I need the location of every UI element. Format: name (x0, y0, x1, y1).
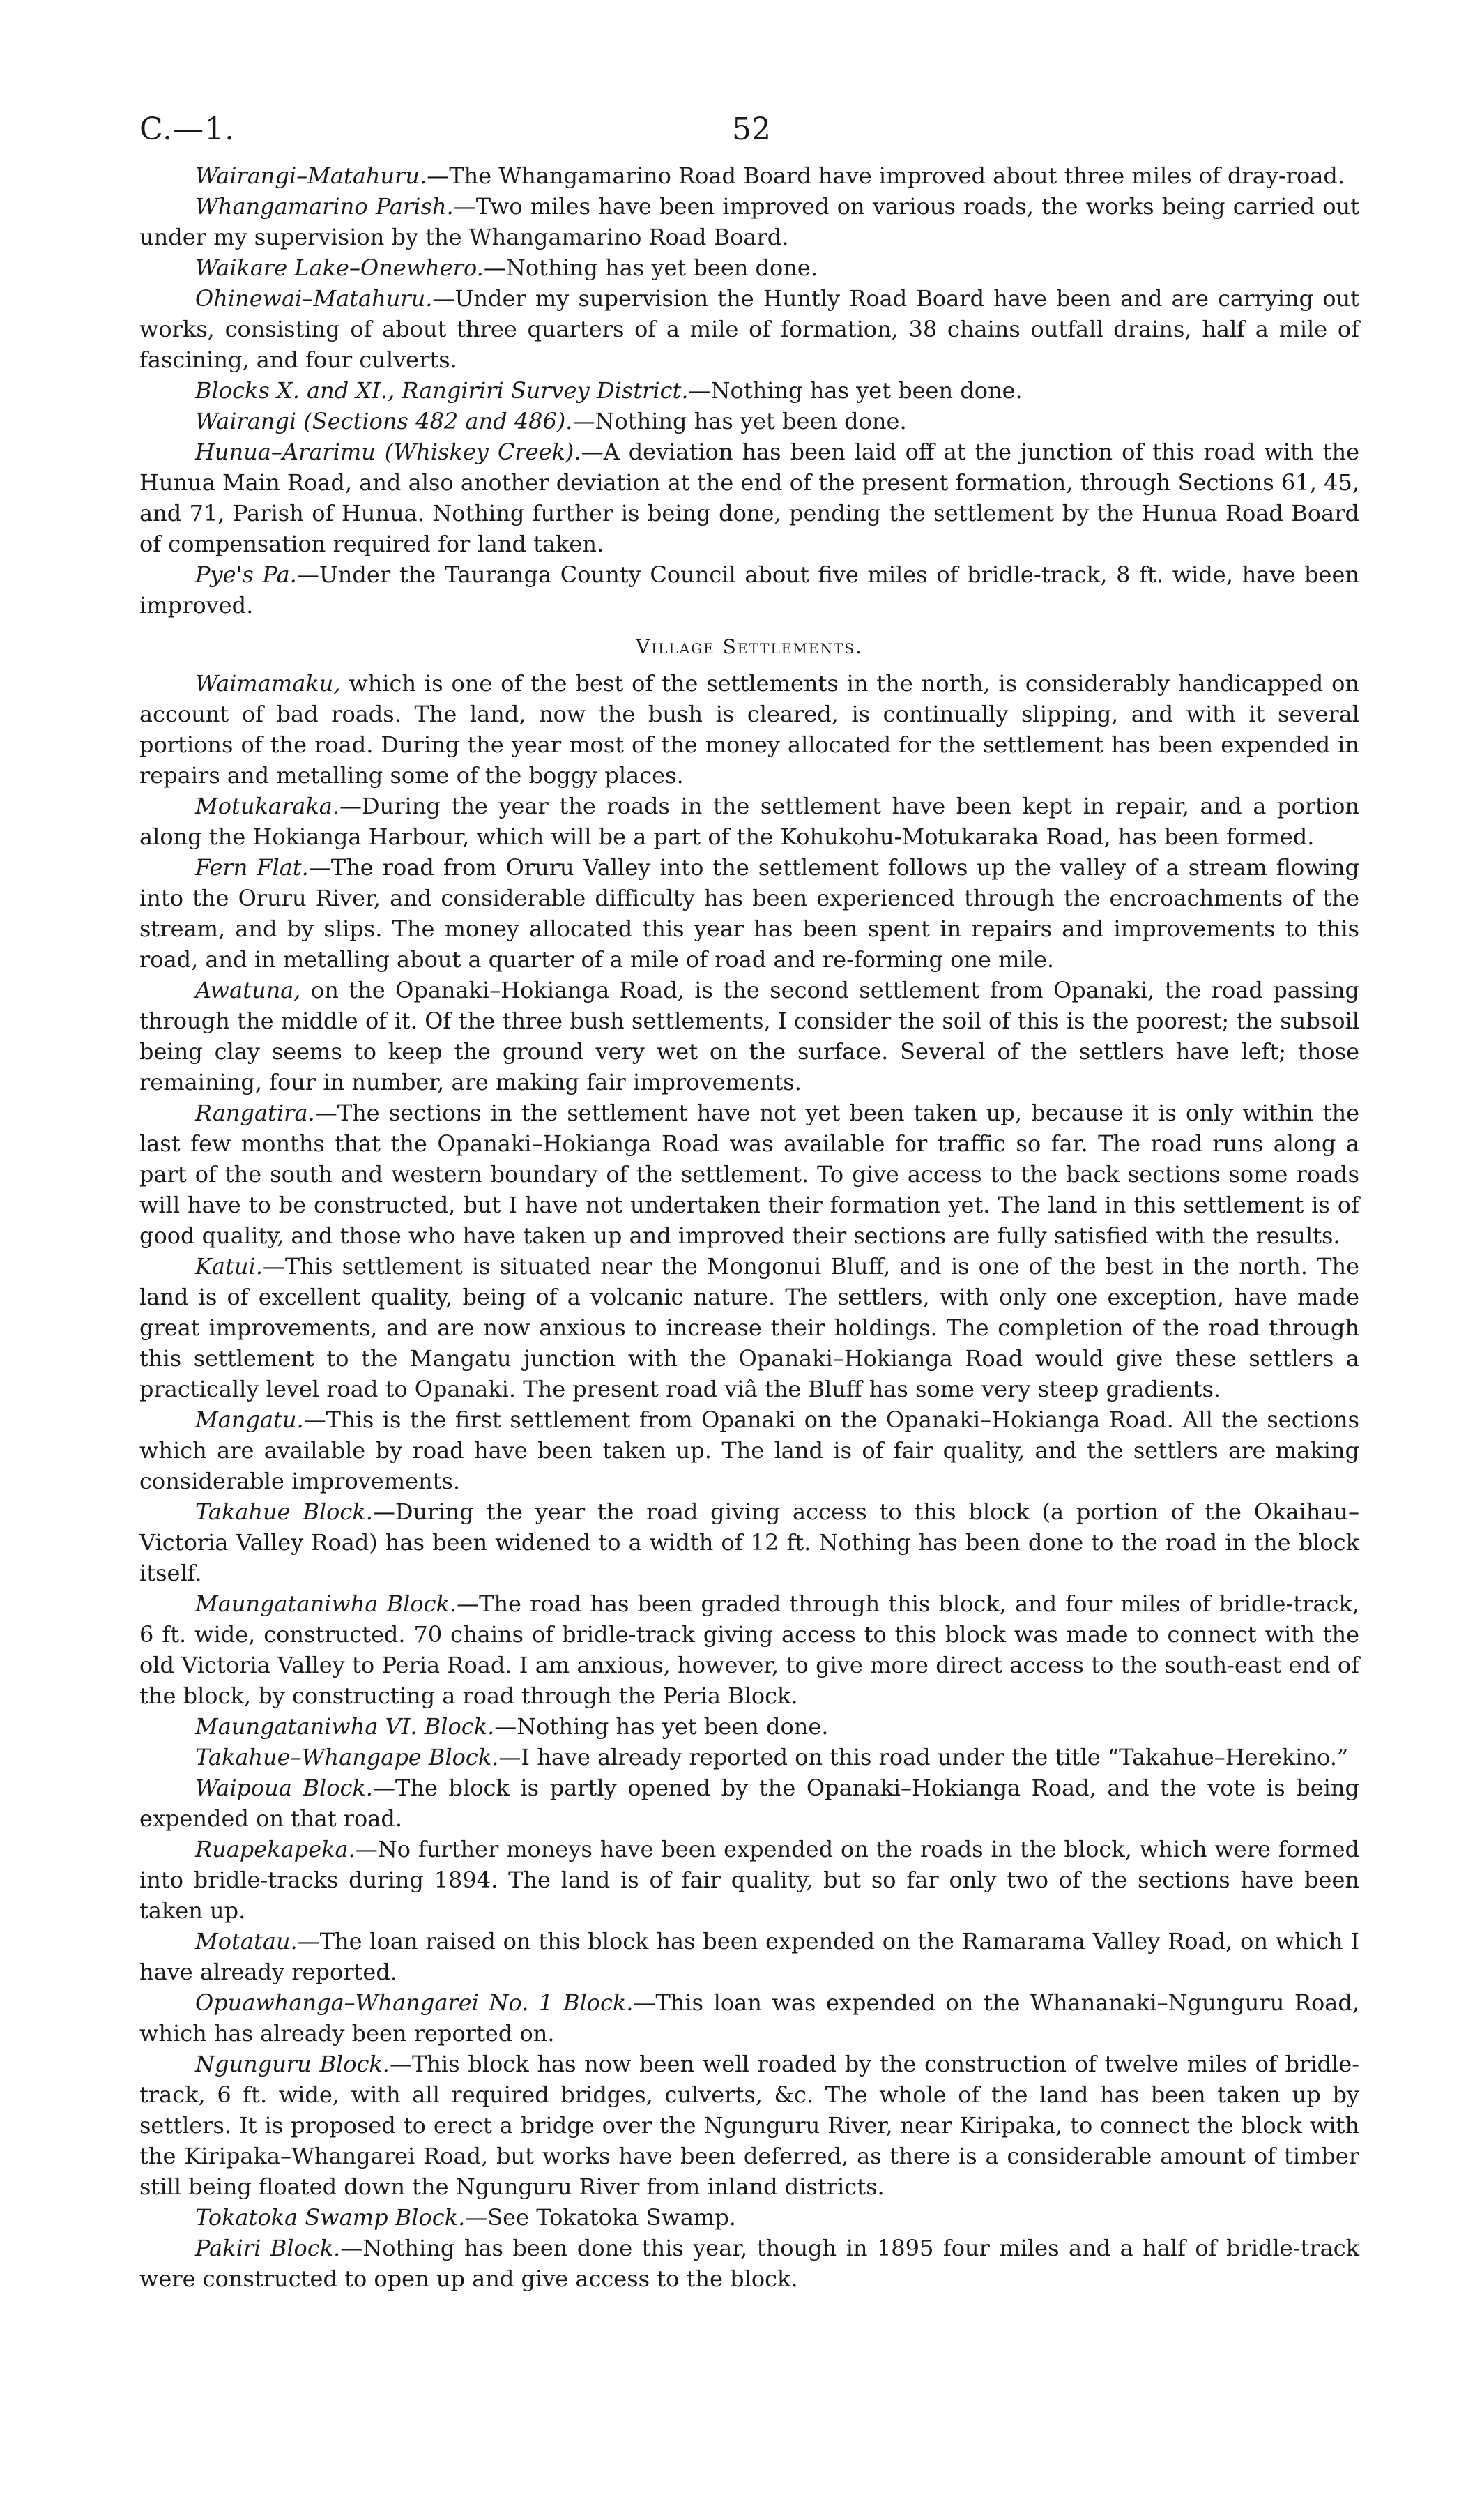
paragraph (139, 852, 1359, 975)
paragraph-title: Maungataniwha Block. (195, 1591, 457, 1617)
paragraph (139, 2049, 1359, 2202)
paragraph-text: —See Tokatoka Swamp. (465, 2204, 736, 2231)
paragraph (139, 283, 1359, 375)
paragraph-text: —Nothing has been done this year, though in 1895 four miles and a half of bridle-track were constructed to open up and give access to the block. (139, 2235, 1359, 2292)
paragraph-title: Ruapekapeka. (195, 1836, 356, 1862)
document-page (139, 105, 1359, 2294)
paragraph-title: Awatuna, (195, 977, 301, 1003)
paragraph-text: —No further moneys have been expended on the roads in the block, which were formed into bridle-tracks during 1894. The land is of fair quality, but so far only two of the sections have been taken up. (139, 1836, 1359, 1924)
paragraph (139, 1926, 1359, 1987)
paragraph-title: Ngunguru Block. (195, 2051, 390, 2077)
paragraph-title: Tokatoka Swamp Block. (195, 2204, 466, 2231)
paragraph-title: Motukaraka. (195, 793, 339, 819)
paragraph-text: —The block is partly opened by the Opanaki–Hokianga Road, and the vote is being expended on that road. (139, 1775, 1360, 1832)
paragraph-title: Takahue–Whangape Block. (195, 1744, 499, 1770)
paragraph (139, 1251, 1359, 1404)
paragraph (139, 559, 1359, 621)
paragraph (139, 1404, 1359, 1496)
paragraph-text: —Nothing has yet been done. (688, 377, 1023, 404)
paragraph-title: Motatau. (195, 1928, 298, 1954)
page-header (139, 105, 1359, 160)
paragraph-text: —Under my supervision the Huntly Road Board have been and are carrying out works, consisting of about three quarters of a mile of formation, 38 chains outfall drains, half a mile of fascining, and four culverts. (139, 285, 1359, 373)
paragraph-text: —Nothing has yet been done. (572, 408, 907, 434)
paragraph (139, 2202, 1359, 2233)
paragraph-text: —Nothing has yet been done. (483, 255, 818, 281)
paragraph-title: Fern Flat. (195, 854, 309, 881)
paragraph-text: —During the year the road giving access to this block (a portion of the Okaihau–Victoria Valley Road) has been widened to a width of 12 ft. Nothing has been done to the road in the block itself. (139, 1498, 1360, 1586)
paragraph (139, 2233, 1359, 2294)
paragraph-text: —This loan was expended on the Whananaki–Ngunguru Road, which has already been reported on. (139, 1989, 1360, 2047)
paragraph (139, 1711, 1359, 1742)
document-body (139, 160, 1359, 2294)
paragraph-text: —During the year the roads in the settlement have been kept in repair, and a portion along the Hokianga Harbour, which will be a part of the Kohukohu-Motukaraka Road, has been formed. (139, 793, 1359, 850)
paragraph-text: —The Whangamarino Road Board have improved about three miles of dray-road. (427, 162, 1345, 189)
paragraph-title: Mangatu. (195, 1406, 304, 1433)
paragraph (139, 668, 1359, 791)
paragraph-text: —Nothing has yet been done. (494, 1713, 829, 1740)
paragraph-text: which is one of the best of the settlements in the north, is considerably handicapped on account of bad roads. The land, now the bush is cleared, is continually slipping, and with it several portions of the road. During the year most of the money allocated for the settlement has been expended in repairs and metalling some of the boggy places. (139, 670, 1359, 789)
paragraph-text: —This settlement is situated near the Mongonui Bluff, and is one of the best in the north. The land is of excellent quality, being of a volcanic nature. The settlers, with only one exception, have made great improvements, and are now anxious to increase their holdings. The completion of the road through this settlement to the Mangatu junction with the Opanaki–Hokianga Road would give these settlers a practically level road to Opanaki. The present road viâ the Bluff has some very steep gradients. (139, 1253, 1359, 1402)
paragraph (139, 375, 1359, 406)
paragraph-text: —I have already reported on this road under the title “Takahue–Herekino.” (498, 1744, 1349, 1770)
document-reference: C.—1. (139, 112, 236, 147)
paragraph-text: —The loan raised on this block has been expended on the Ramarama Valley Road, on which I have already reported. (139, 1928, 1359, 1985)
paragraph-text: —The road has been graded through this block, and four miles of bridle-track, 6 ft. wide, constructed. 70 chains of bridle-track giving access to this block was made to connect with the old Victoria Valley to Peria Road. I am anxious, however, to give more direct access to the south-east end of the block, by constructing a road through the Peria Block. (139, 1591, 1360, 1709)
paragraph (139, 191, 1359, 252)
paragraph (139, 1773, 1359, 1834)
paragraph-title: Wairangi (Sections 482 and 486). (195, 408, 573, 434)
paragraph-title: Hunua–Ararimu (Whiskey Creek). (195, 439, 581, 465)
paragraph-title: Wairangi–Matahuru. (195, 162, 427, 189)
paragraph-text: —Two miles have been improved on various roads, the works being carried out under my supervision by the Whangamarino Road Board. (139, 193, 1360, 250)
paragraph (139, 1588, 1359, 1711)
paragraph-title: Whangamarino Parish. (195, 193, 454, 220)
paragraph (139, 1834, 1359, 1926)
paragraph (139, 1098, 1359, 1251)
paragraph-title: Blocks X. and XI., Rangiriri Survey District. (195, 377, 689, 404)
paragraph (139, 975, 1359, 1098)
paragraph (139, 1987, 1359, 2049)
section-heading: Village Settlements. (636, 635, 863, 658)
paragraph (139, 1742, 1359, 1773)
paragraph-title: Maungataniwha VI. Block. (195, 1713, 495, 1740)
page-number: 52 (732, 112, 771, 147)
paragraph-text: on the Opanaki–Hokianga Road, is the second settlement from Opanaki, the road passing through the middle of it. Of the three bush settlements, I consider the soil of this is the poorest; the subsoil being clay seems to keep the ground very wet on the surface. Several of the settlers have left; those remaining, four in number, are making fair improvements. (139, 977, 1359, 1095)
paragraph-title: Waipoua Block. (195, 1775, 373, 1801)
paragraph-title: Pye's Pa. (195, 561, 297, 588)
paragraph (139, 406, 1359, 437)
paragraph-text: —Under the Tauranga County Council about five miles of bridle-track, 8 ft. wide, have been improved. (139, 561, 1360, 618)
paragraph-title: Takahue Block. (195, 1498, 373, 1525)
paragraph (139, 437, 1359, 559)
section-village-settlements (139, 668, 1359, 2294)
paragraph-text: —A deviation has been laid off at the junction of this road with the Hunua Main Road, and also another deviation at the end of the present formation, through Sections 61, 45, and 71, Parish of Hunua. Nothing further is being done, pending the settlement by the Hunua Road Board of compensation required for land taken. (139, 439, 1359, 557)
paragraph (139, 791, 1359, 852)
paragraph (139, 252, 1359, 283)
paragraph-text: —This is the first settlement from Opanaki on the Opanaki–Hokianga Road. All the sections which are available by road have been taken up. The land is of fair quality, and the settlers are making considerable improvements. (139, 1406, 1359, 1494)
paragraph-title: Pakiri Block. (195, 2235, 341, 2261)
paragraph-text: —This block has now been well roaded by the construction of twelve miles of bridle-track, 6 ft. wide, with all required bridges, culverts, &c. The whole of the land has been taken up by settlers. It is proposed to erect a bridge over the Ngunguru River, near Kiripaka, to connect the block with the Kiripaka–Whangarei Road, but works have been deferred, as there is a considerable amount of timber still being floated down the Ngunguru River from inland districts. (139, 2051, 1360, 2200)
paragraph-title: Rangatira. (195, 1100, 315, 1126)
paragraph (139, 1496, 1359, 1588)
section-roads (139, 160, 1359, 621)
paragraph (139, 160, 1359, 191)
paragraph-title: Waimamaku, (195, 670, 341, 697)
paragraph-title: Opuawhanga–Whangarei No. 1 Block. (195, 1989, 634, 2016)
paragraph-title: Waikare Lake–Onewhero. (195, 255, 484, 281)
paragraph-text: —The sections in the settlement have not yet been taken up, because it is only within the last few months that the Opanaki–Hokianga Road was available for traffic so far. The road runs along a part of the south and western boundary of the settlement. To give access to the back sections some roads will have to be constructed, but I have not undertaken their formation yet. The land in this settlement is of good quality, and those who have taken up and improved their sections are fully satisfied with the results. (139, 1100, 1359, 1249)
paragraph-text: —The road from Oruru Valley into the settlement follows up the valley of a stream flowing into the Oruru River, and considerable difficulty has been experienced through the encroachments of the stream, and by slips. The money allocated this year has been spent in repairs and improvements to this road, and in metalling about a quarter of a mile of road and re-forming one mile. (139, 854, 1360, 973)
paragraph-title: Katui. (195, 1253, 263, 1280)
paragraph-title: Ohinewai–Matahuru. (195, 285, 433, 312)
